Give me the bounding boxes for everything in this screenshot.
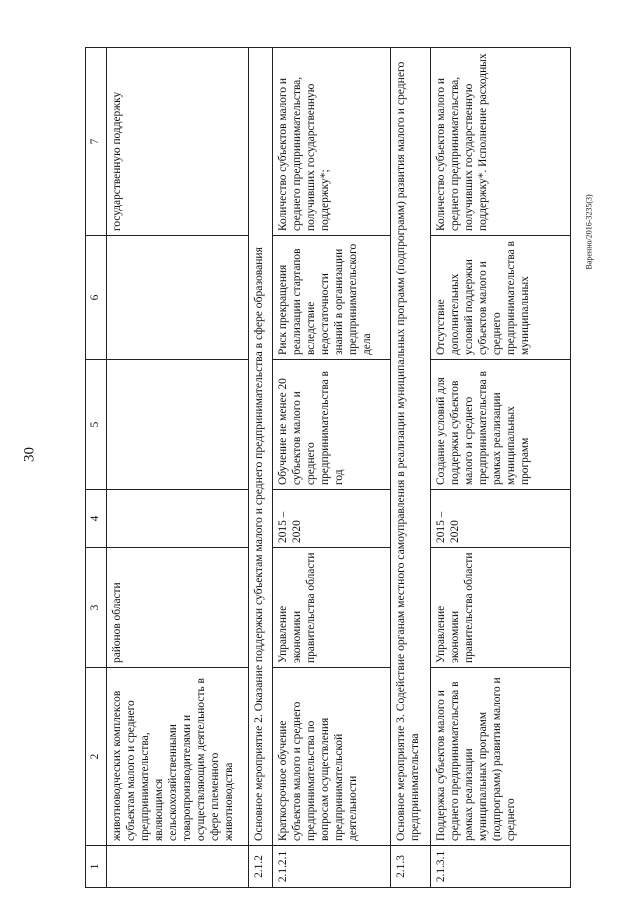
measures-table xyxy=(85,47,571,888)
section-row xyxy=(391,48,431,888)
expected-result: Обучение не менее 20 субъектов малого и среднего предпринимательства в год xyxy=(273,360,391,490)
period xyxy=(107,490,249,548)
executor: Управление экономики правительства области xyxy=(431,548,571,668)
footer-code: Вареннo/2016-3235(3) xyxy=(584,194,594,270)
period: 2015 – 2020 xyxy=(431,490,571,548)
indicator: Количество субъектов малого и среднего предпринимательства, получивших государственную поддержку*. Исполнение расходных xyxy=(431,48,571,236)
period: 2015 – 2020 xyxy=(273,490,391,548)
header-cell: 7 xyxy=(86,48,107,236)
table-row xyxy=(107,48,249,888)
row-number xyxy=(107,846,249,888)
section-title: Основное мероприятие 3. Содействие органам местного самоуправления в реализации муниципальных программ (подпрограмм) развития малого и среднего предпринимательства xyxy=(391,48,431,846)
measure-name: животноводческих комплексов субъектам малого и среднего предпринимательства, являющимся сельскохозяйственными товаропроизводителями и осуществляющим деятельность в сфере племенного животноводства xyxy=(107,668,249,846)
table-row xyxy=(273,48,391,888)
header-cell: 5 xyxy=(86,360,107,490)
measure-name: Краткосрочное обучение субъектов малого и среднего предпринимательства по вопросам осуществления предпринимательской деятельности xyxy=(273,668,391,846)
header-cell: 3 xyxy=(86,548,107,668)
table-header-row xyxy=(86,48,107,888)
footer xyxy=(567,20,611,890)
risk xyxy=(107,236,249,360)
executor: Управление экономики правительства области xyxy=(273,548,391,668)
page-number: 30 xyxy=(21,447,38,462)
section-row xyxy=(249,48,273,888)
indicator: государственную поддержку xyxy=(107,48,249,236)
risk: Риск прекращения реализации стартапов вследствие недостаточности знаний в организации предпринимательского дела xyxy=(273,236,391,360)
expected-result: Создание условий для поддержки субъектов малого и среднего предпринимательства в рамках реализации муниципальных программ xyxy=(431,360,571,490)
table-row xyxy=(431,48,571,888)
rotated-table-container xyxy=(85,48,590,888)
risk: Отсутствие дополнительных условий поддержки субъектов малого и среднего предпринимательства в муниципальных xyxy=(431,236,571,360)
section-title: Основное мероприятие 2. Оказание поддержки субъектам малого и среднего предпринимательства в сфере образования xyxy=(249,48,273,846)
header-cell: 2 xyxy=(86,668,107,846)
row-number: 2.1.3.1 xyxy=(431,846,571,888)
header-cell: 1 xyxy=(86,846,107,888)
expected-result xyxy=(107,360,249,490)
header-cell: 6 xyxy=(86,236,107,360)
row-number: 2.1.2.1 xyxy=(273,846,391,888)
header-cell: 4 xyxy=(86,490,107,548)
indicator: Количество субъектов малого и среднего предпринимательства, получивших государственную поддержку*; xyxy=(273,48,391,236)
measure-name: Поддержка субъектов малого и среднего предпринимательства в рамках реализации муниципальных программ (подпрограмм) развития малого и среднего xyxy=(431,668,571,846)
section-number: 2.1.3 xyxy=(391,846,431,888)
executor: районов области xyxy=(107,548,249,668)
section-number: 2.1.2 xyxy=(249,846,273,888)
